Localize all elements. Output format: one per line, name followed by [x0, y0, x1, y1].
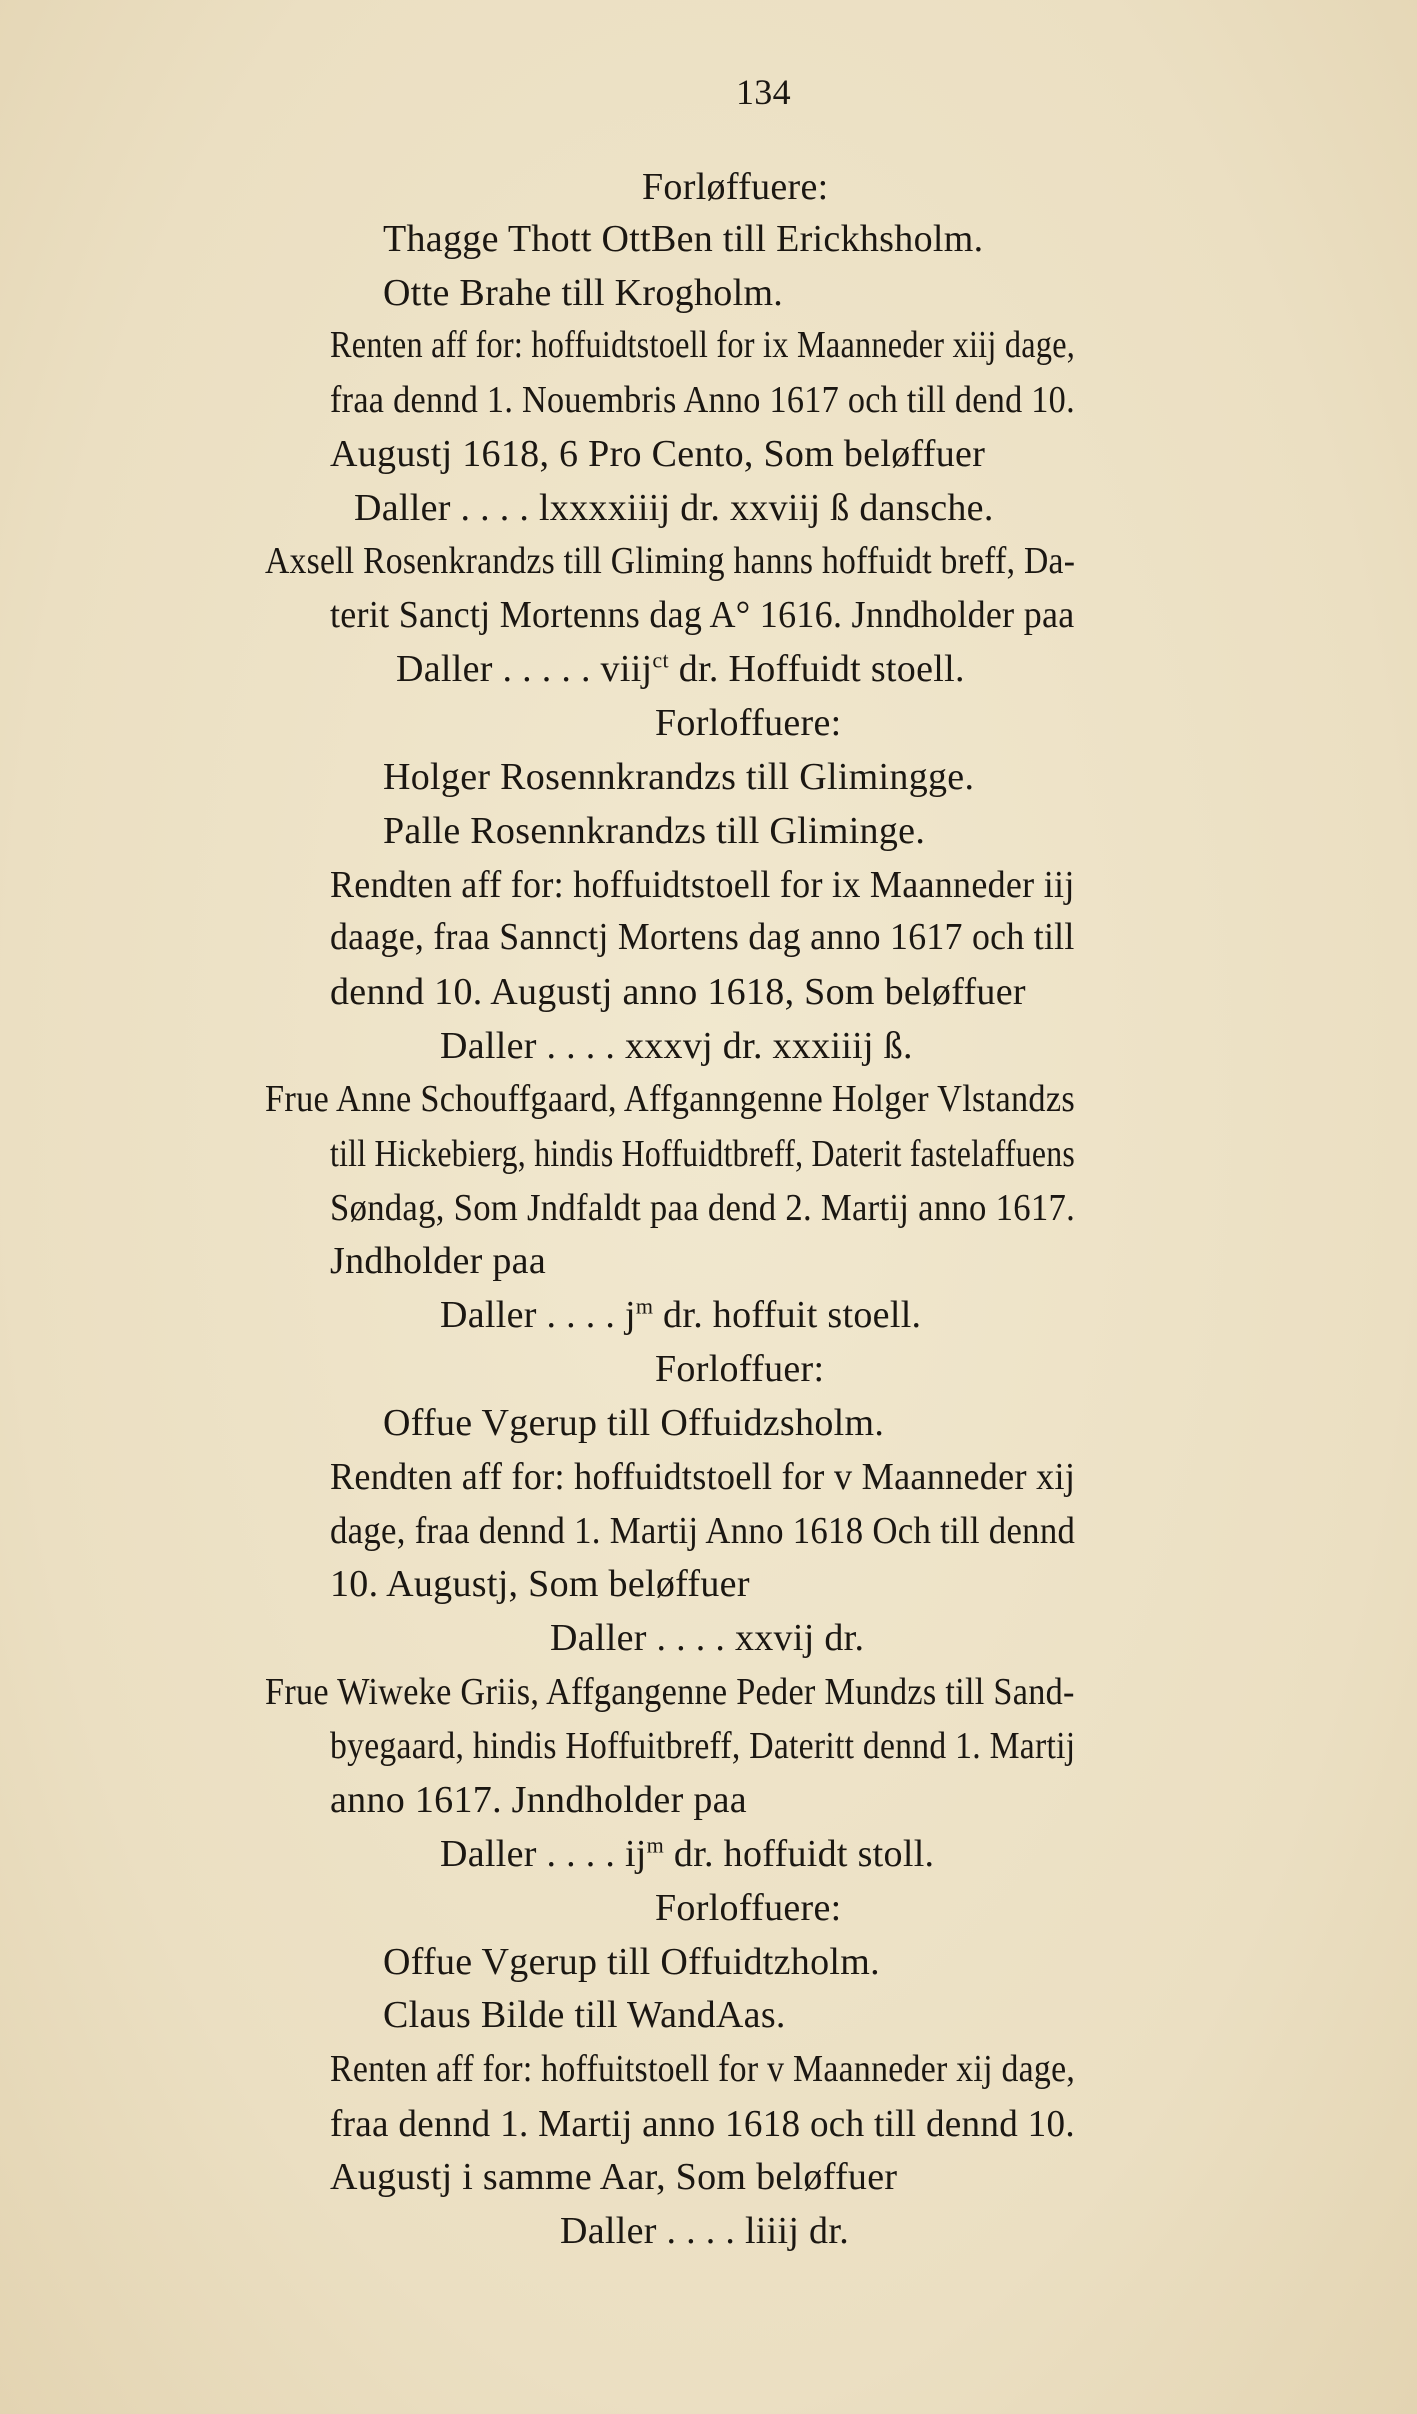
- text-line: Forloffuere:: [655, 702, 842, 744]
- text-line: Offue Vgerup till Offuidzsholm.: [383, 1402, 885, 1444]
- text-line: Frue Anne Schouffgaard, Affganngenne Holger Vlstandzs: [265, 1078, 1076, 1120]
- text-line: Daller . . . . xxvij dr.: [550, 1617, 865, 1659]
- page-number: 134: [736, 72, 791, 112]
- text-line: Claus Bilde till WandAas.: [383, 1994, 786, 2036]
- text-line: Daller . . . . lxxxxiiij dr. xxviij ß dansche.: [354, 487, 994, 529]
- text-line: Daller . . . . liiij dr.: [560, 2210, 849, 2252]
- line-text: dr. hoffuit stoell.: [653, 1294, 922, 1336]
- text-line: [396, 645, 965, 693]
- text-line: Rendten aff for: hoffuidtstoell for ix Maanneder iij: [330, 864, 1075, 906]
- line-text: dr. Hoffuidt stoell.: [668, 648, 965, 690]
- text-line: Otte Brahe till Krogholm.: [383, 272, 784, 314]
- text-line: Forloffuere:: [655, 1887, 842, 1929]
- text-line: Holger Rosennkrandzs till Glimingge.: [383, 756, 975, 798]
- text-line: dage, fraa dennd 1. Martij Anno 1618 Och till dennd: [330, 1510, 1076, 1552]
- superscript: m: [635, 1293, 654, 1319]
- text-line: Jndholder paa: [330, 1240, 546, 1282]
- text-line: 10. Augustj, Som beløffuer: [330, 1563, 750, 1605]
- line-text: Daller . . . . . viij: [396, 648, 653, 690]
- superscript: ct: [652, 647, 669, 673]
- superscript: m: [646, 1832, 665, 1858]
- text-line: Thagge Thott OttBen till Erickhsholm.: [383, 218, 984, 260]
- text-line: Rendten aff for: hoffuidtstoell for v Maanneder xij: [330, 1456, 1076, 1498]
- text-line: byegaard, hindis Hoffuitbreff, Dateritt dennd 1. Martij: [330, 1725, 1076, 1767]
- text-line: fraa dennd 1. Martij anno 1618 och till dennd 10.: [330, 2103, 1075, 2145]
- text-line: Forløffuere:: [642, 166, 829, 208]
- text-line: Søndag, Som Jndfaldt paa dend 2. Martij anno 1617.: [330, 1187, 1076, 1229]
- text-line: anno 1617. Jnndholder paa: [330, 1779, 747, 1821]
- text-line: dennd 10. Augustj anno 1618, Som beløffuer: [330, 971, 1026, 1013]
- text-line: daage, fraa Sannctj Mortens dag anno 1617 och till: [330, 916, 1075, 958]
- text-line: Axsell Rosenkrandzs till Gliming hanns hoffuidt breff, Da-: [265, 540, 1076, 582]
- text-line: Offue Vgerup till Offuidtzholm.: [383, 1941, 880, 1983]
- text-line: fraa dennd 1. Nouembris Anno 1617 och till dend 10.: [330, 379, 1075, 421]
- line-text: dr. hoffuidt stoll.: [664, 1833, 935, 1875]
- text-line: [440, 1830, 934, 1878]
- text-line: Forloffuer:: [655, 1348, 825, 1390]
- text-line: Daller . . . . xxxvj dr. xxxiiij ß.: [440, 1025, 913, 1067]
- line-text: Daller . . . . j: [440, 1294, 636, 1336]
- text-line: terit Sanctj Mortenns dag A° 1616. Jnndholder paa: [330, 594, 1075, 636]
- text-line: till Hickebierg, hindis Hoffuidtbreff, Daterit fastelaffuens: [330, 1133, 1076, 1175]
- text-line: Renten aff for: hoffuitstoell for v Maanneder xij dage,: [330, 2048, 1076, 2090]
- text-line: Palle Rosennkrandzs till Gliminge.: [383, 810, 926, 852]
- text-line: Frue Wiweke Griis, Affgangenne Peder Mundzs till Sand-: [265, 1671, 1075, 1713]
- text-line: Augustj i samme Aar, Som beløffuer: [330, 2156, 898, 2198]
- text-line: [440, 1291, 921, 1339]
- text-line: Renten aff for: hoffuidtstoell for ix Maanneder xiij dage,: [330, 324, 1076, 366]
- text-line: Augustj 1618, 6 Pro Cento, Som beløffuer: [330, 433, 986, 475]
- line-text: Daller . . . . ij: [440, 1833, 647, 1875]
